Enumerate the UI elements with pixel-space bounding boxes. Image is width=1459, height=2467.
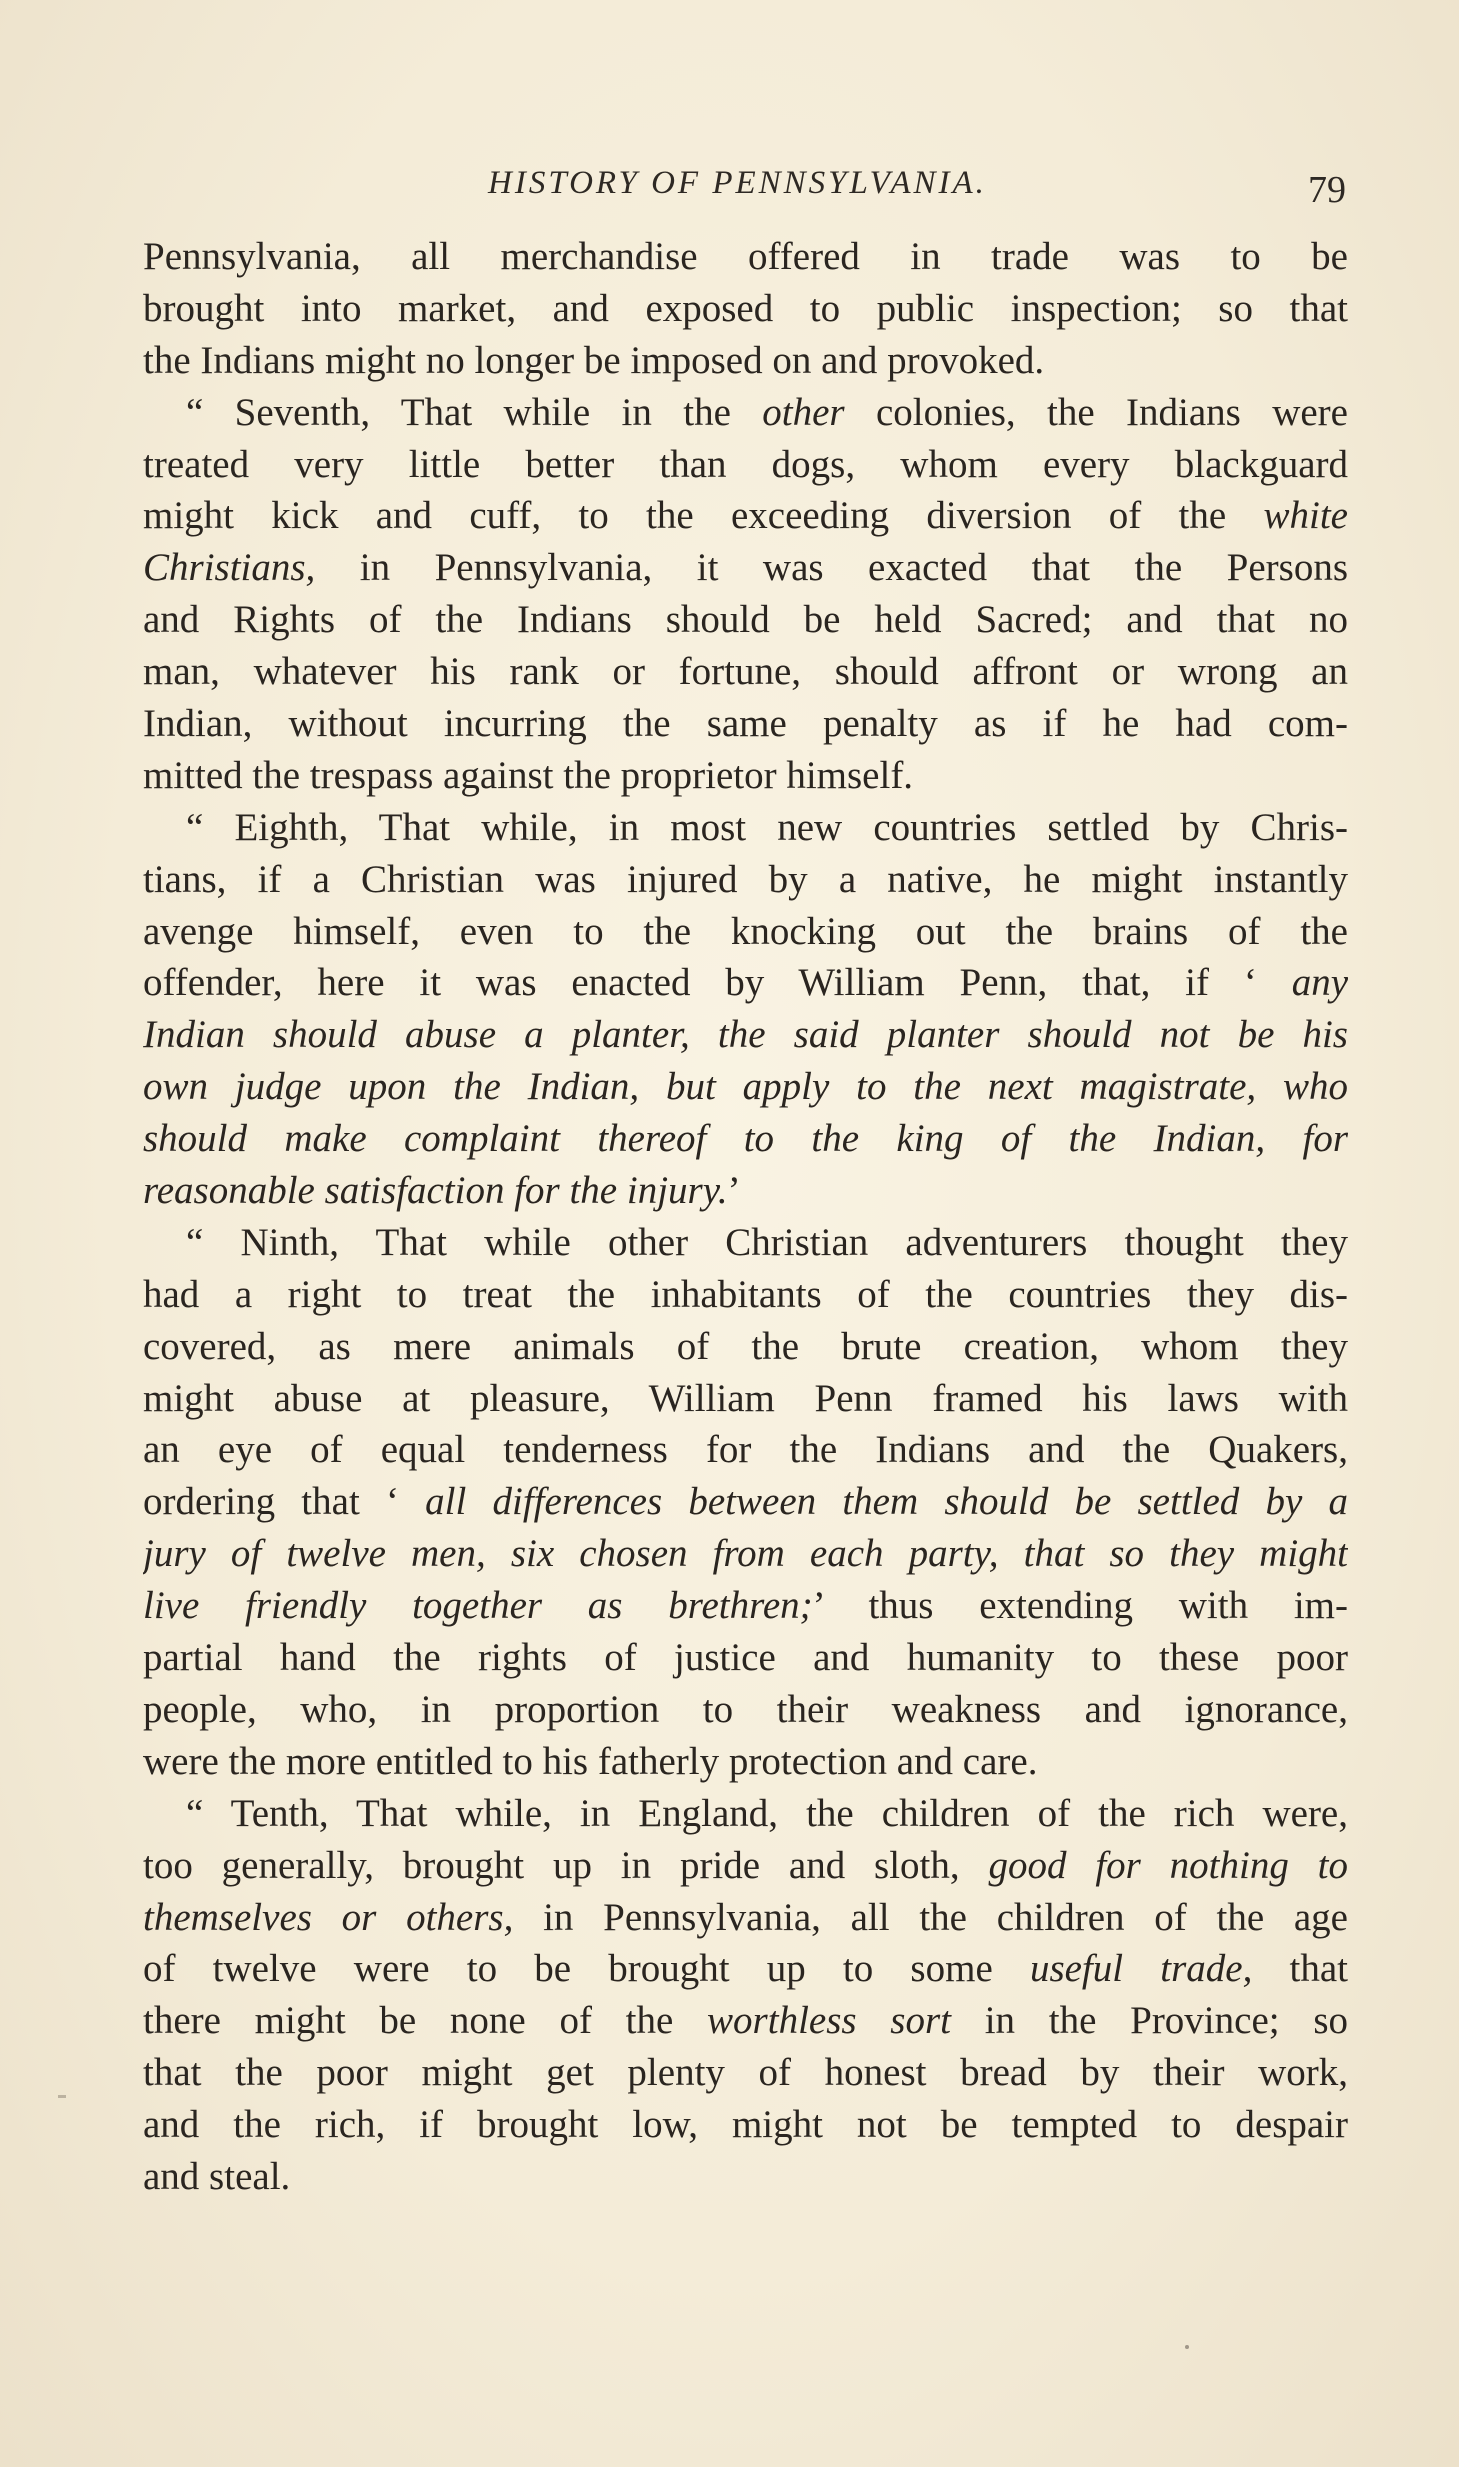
- text-line: [143, 1840, 1348, 1892]
- text-line: [143, 802, 1348, 854]
- italic-text: white: [1263, 494, 1348, 538]
- page-number: 79: [1308, 169, 1346, 211]
- italic-text: themselves or others,: [143, 1895, 514, 1939]
- text-line: [143, 387, 1348, 439]
- text-line: [143, 542, 1348, 594]
- text-segment: covered, as mere animals of the brute creation, whom they: [143, 1324, 1348, 1368]
- text-segment: colonies, the Indians were: [844, 390, 1348, 434]
- text-line: [143, 1632, 1348, 1684]
- text-segment: in Pennsylvania, all the children of the age: [513, 1895, 1348, 1939]
- text-line: [143, 906, 1348, 958]
- text-line: [143, 2151, 1348, 2203]
- text-line: [143, 2099, 1348, 2151]
- text-line: [143, 750, 1348, 802]
- italic-text: Indian should abuse a planter, the said planter should not be his: [143, 1013, 1348, 1057]
- italic-text: any: [1291, 961, 1348, 1005]
- italic-text: live friendly together as brethren;: [143, 1584, 813, 1628]
- italic-text: good for nothing to: [988, 1843, 1348, 1887]
- text-segment: offender, here it was enacted by William Penn, that, if ‘: [143, 961, 1292, 1005]
- text-line: [143, 1113, 1348, 1165]
- text-segment: Indian, without incurring the same penalty as if he had com-: [143, 702, 1348, 746]
- margin-mark: [58, 2095, 66, 2098]
- text-segment: might abuse at pleasure, William Penn framed his laws with: [143, 1376, 1348, 1420]
- text-segment: tians, if a Christian was injured by a native, he might instantly: [143, 857, 1348, 901]
- running-head-title: HISTORY OF PENNSYLVANIA.: [488, 165, 987, 201]
- text-line: [143, 283, 1348, 335]
- text-segment: the Indians might no longer be imposed on and provoked.: [143, 338, 1045, 382]
- text-line: [143, 231, 1348, 283]
- text-segment: were the more entitled to his fatherly protection and care.: [143, 1739, 1038, 1783]
- text-segment: in the Province; so: [950, 1999, 1348, 2043]
- text-line: [143, 1061, 1348, 1113]
- text-line: [143, 957, 1348, 1009]
- text-segment: ’ thus extending with im-: [812, 1584, 1348, 1628]
- text-segment: might kick and cuff, to the exceeding diversion of the: [143, 494, 1264, 538]
- text-line: [143, 1684, 1348, 1736]
- italic-text: all differences between them should be settled by a: [425, 1480, 1348, 1524]
- text-line: [143, 1528, 1348, 1580]
- text-segment: that the poor might get plenty of honest bread by their work,: [143, 2051, 1348, 2095]
- text-segment: Pennsylvania, all merchandise offered in trade was to be: [143, 235, 1348, 278]
- italic-text: other: [762, 390, 845, 434]
- text-line: [143, 1217, 1348, 1269]
- italic-text: Christians,: [143, 546, 316, 590]
- text-segment: people, who, in proportion to their weakness and ignorance,: [143, 1687, 1348, 1731]
- text-line: [143, 1736, 1348, 1788]
- text-segment: brought into market, and exposed to public inspection; so that: [143, 286, 1348, 330]
- text-line: [143, 1995, 1348, 2047]
- text-segment: and Rights of the Indians should be held Sacred; and that no: [143, 598, 1348, 642]
- text-line: [143, 335, 1348, 387]
- text-segment: man, whatever his rank or fortune, should affront or wrong an: [143, 650, 1348, 694]
- text-line: [143, 1788, 1348, 1840]
- text-line: [143, 1373, 1348, 1425]
- text-line: [143, 698, 1348, 750]
- text-line: [143, 1943, 1348, 1995]
- text-line: [143, 1424, 1348, 1476]
- italic-text: jury of twelve men, six chosen from each party, that so they might: [143, 1532, 1348, 1576]
- text-segment: and the rich, if brought low, might not be tempted to despair: [143, 2103, 1348, 2147]
- text-line: [143, 2047, 1348, 2099]
- text-segment: ordering that ‘: [143, 1480, 426, 1524]
- text-segment: treated very little better than dogs, whom every blackguard: [143, 442, 1348, 486]
- text-segment: “ Eighth, That while, in most new countries settled by Chris-: [186, 805, 1348, 849]
- text-segment: that: [1252, 1947, 1348, 1991]
- text-line: [143, 594, 1348, 646]
- text-line: [143, 490, 1348, 542]
- italic-text: reasonable satisfaction for the injury.: [143, 1169, 728, 1213]
- text-line: [143, 1321, 1348, 1373]
- text-segment: too generally, brought up in pride and sloth,: [143, 1843, 989, 1887]
- text-segment: ’: [727, 1169, 741, 1213]
- text-line: [143, 1580, 1348, 1632]
- text-line: [143, 1269, 1348, 1321]
- text-segment: there might be none of the: [143, 1999, 708, 2043]
- italic-text: should make complaint thereof to the king of the Indian, for: [143, 1117, 1348, 1161]
- text-segment: in Pennsylvania, it was exacted that the Persons: [315, 546, 1348, 590]
- text-line: [143, 854, 1348, 906]
- text-segment: an eye of equal tenderness for the Indians and the Quakers,: [143, 1428, 1348, 1472]
- text-segment: of twelve were to be brought up to some: [143, 1947, 1030, 1991]
- text-line: [143, 1165, 1348, 1217]
- text-segment: “ Seventh, That while in the: [186, 390, 763, 434]
- text-segment: “ Ninth, That while other Christian adventurers thought they: [186, 1220, 1348, 1264]
- ink-speck: [1185, 2345, 1189, 2349]
- italic-text: own judge upon the Indian, but apply to the next magistrate, who: [143, 1065, 1348, 1109]
- text-line: [143, 1009, 1348, 1061]
- italic-text: useful trade,: [1029, 1947, 1253, 1991]
- body-text: [143, 231, 1348, 2203]
- text-line: [143, 1476, 1348, 1528]
- text-line: [143, 1892, 1348, 1944]
- text-line: [143, 439, 1348, 491]
- text-segment: “ Tenth, That while, in England, the children of the rich were,: [186, 1791, 1348, 1835]
- text-segment: mitted the trespass against the proprietor himself.: [143, 753, 914, 797]
- text-segment: partial hand the rights of justice and humanity to these poor: [143, 1636, 1348, 1680]
- text-segment: had a right to treat the inhabitants of the countries they dis-: [143, 1272, 1348, 1316]
- text-segment: avenge himself, even to the knocking out the brains of the: [143, 909, 1348, 953]
- text-segment: and steal.: [143, 2154, 291, 2198]
- text-line: [143, 646, 1348, 698]
- italic-text: worthless sort: [707, 1999, 951, 2043]
